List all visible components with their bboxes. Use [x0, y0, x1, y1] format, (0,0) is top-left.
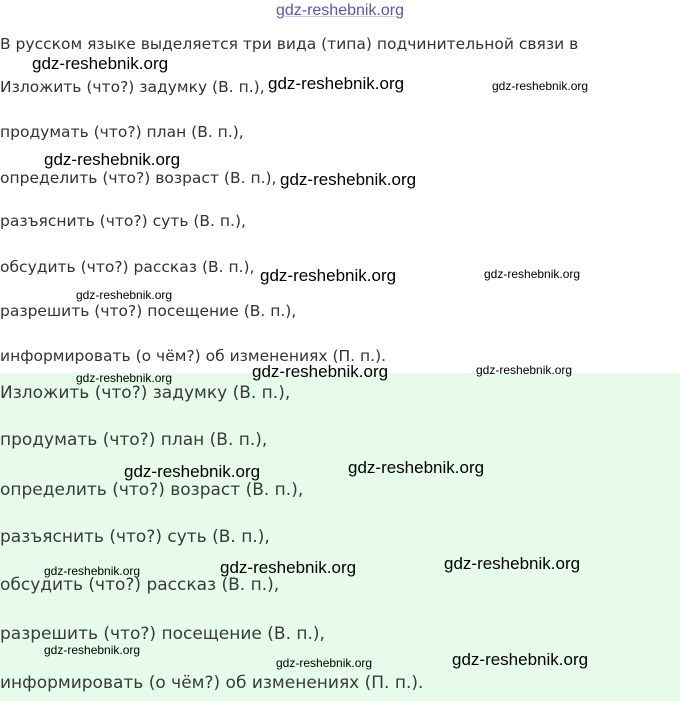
- watermark: gdz-reshebnik.org: [76, 371, 173, 385]
- phrase-line: информировать (о чём?) об изменениях (П. п.).: [0, 347, 387, 365]
- phrase-line: обсудить (что?) рассказ (В. п.),: [0, 258, 255, 276]
- watermark: gdz-reshebnik.org: [32, 54, 169, 73]
- watermark: gdz-reshebnik.org: [280, 170, 417, 189]
- phrase-line: разрешить (что?) посещение (В. п.),: [0, 302, 297, 320]
- answer-line: обсудить (что?) рассказ (В. п.),: [0, 575, 280, 595]
- watermark: gdz-reshebnik.org: [444, 554, 581, 573]
- phrase-line: продумать (что?) план (В. п.),: [0, 123, 244, 141]
- watermark: gdz-reshebnik.org: [44, 150, 181, 169]
- watermark: gdz-reshebnik.org: [348, 458, 485, 477]
- watermark: gdz-reshebnik.org: [260, 266, 397, 285]
- watermark: gdz-reshebnik.org: [124, 462, 261, 481]
- watermark: gdz-reshebnik.org: [276, 656, 373, 670]
- phrase-line: Изложить (что?) задумку (В. п.),: [0, 78, 265, 96]
- watermark: gdz-reshebnik.org: [44, 643, 141, 657]
- answer-line: определить (что?) возраст (В. п.),: [0, 480, 304, 500]
- watermark: gdz-reshebnik.org: [452, 650, 589, 669]
- watermark: gdz-reshebnik.org: [484, 267, 581, 281]
- watermark: gdz-reshebnik.org: [220, 558, 357, 577]
- phrase-line: определить (что?) возраст (В. п.),: [0, 169, 277, 187]
- intro-text: В русском языке выделяется три вида (типа) подчинительной связи в: [0, 35, 579, 53]
- watermark: gdz-reshebnik.org: [476, 363, 573, 377]
- watermark: gdz-reshebnik.org: [44, 564, 141, 578]
- answer-line: продумать (что?) план (В. п.),: [0, 430, 268, 450]
- site-header-link[interactable]: gdz-reshebnik.org: [275, 2, 405, 19]
- phrase-line: разъяснить (что?) суть (В. п.),: [0, 212, 246, 230]
- answer-line: информировать (о чём?) об изменениях (П. п.).: [0, 673, 424, 693]
- watermark: gdz-reshebnik.org: [492, 79, 589, 93]
- watermark: gdz-reshebnik.org: [252, 362, 389, 381]
- answer-line: Изложить (что?) задумку (В. п.),: [0, 383, 291, 403]
- answer-line: разъяснить (что?) суть (В. п.),: [0, 527, 270, 547]
- watermark: gdz-reshebnik.org: [268, 74, 405, 93]
- watermark: gdz-reshebnik.org: [76, 288, 173, 302]
- answer-line: разрешить (что?) посещение (В. п.),: [0, 624, 325, 644]
